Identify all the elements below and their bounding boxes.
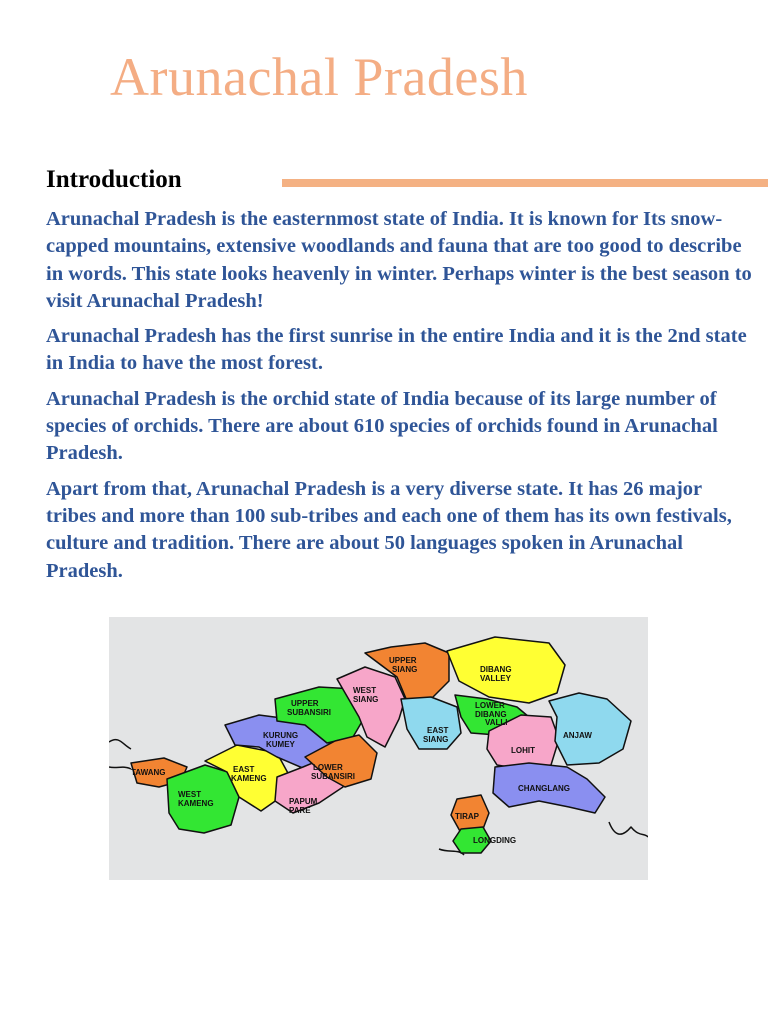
border-line-west-2 (109, 767, 131, 769)
label-kurung-kumey: KURUNG KUMEY (263, 731, 299, 749)
label-east-siang: EAST SIANG (423, 726, 449, 744)
label-longding: LONGDING (473, 836, 517, 845)
document-title: Arunachal Pradesh (110, 47, 528, 107)
label-anjaw: ANJAW (563, 731, 592, 740)
label-tawang: TAWANG (131, 768, 166, 777)
label-west-kameng: WEST KAMENG (178, 790, 214, 808)
district-anjaw (549, 693, 631, 765)
paragraph-4: Apart from that, Arunachal Pradesh is a very diverse state. It has 26 major tribes and more than 100 sub-tribes and each one of them has its own festivals, culture and tradition. There are about 50 languages spoken in Arunachal Pradesh. (46, 477, 732, 582)
paragraph-3: Arunachal Pradesh is the orchid state of India because of its large number of species of orchids. There are about 610 species of orchids found in Arunachal Pradesh. (46, 387, 718, 465)
label-west-siang: WEST SIANG (353, 686, 379, 704)
label-lower-subansiri: LOWER SUBANSIRI (311, 763, 356, 781)
label-changlang: CHANGLANG (518, 784, 570, 793)
heading-rule (282, 179, 768, 187)
label-lohit: LOHIT (511, 746, 535, 755)
label-papum-pare: PAPUM PARE (289, 797, 318, 815)
border-line-east (609, 822, 648, 837)
label-tirap: TIRAP (455, 812, 479, 821)
border-line-west (109, 740, 131, 749)
label-upper-siang: UPPER SIANG (389, 656, 418, 674)
label-lower-dibang: LOWER DIBANG VALLI (475, 701, 508, 727)
label-east-kameng: EAST KAMENG (231, 765, 267, 783)
paragraph-2: Arunachal Pradesh has the first sunrise in the entire India and it is the 2nd state in India to have the most forest. (46, 325, 747, 375)
label-upper-subansiri: UPPER SUBANSIRI (287, 699, 332, 717)
introduction-body (46, 206, 756, 593)
label-dibang-valley: DIBANG VALLEY (480, 665, 512, 683)
district-map (109, 617, 648, 880)
paragraph-1: Arunachal Pradesh is the easternmost state of India. It is known for Its snow-capped mountains, extensive woodlands and fauna that are too good to describe in words. This state looks heavenly in winter. Perhaps winter is the best season to visit Arunachal Pradesh! (46, 208, 752, 312)
section-heading: Introduction (46, 166, 182, 193)
district-map-svg (109, 617, 648, 880)
